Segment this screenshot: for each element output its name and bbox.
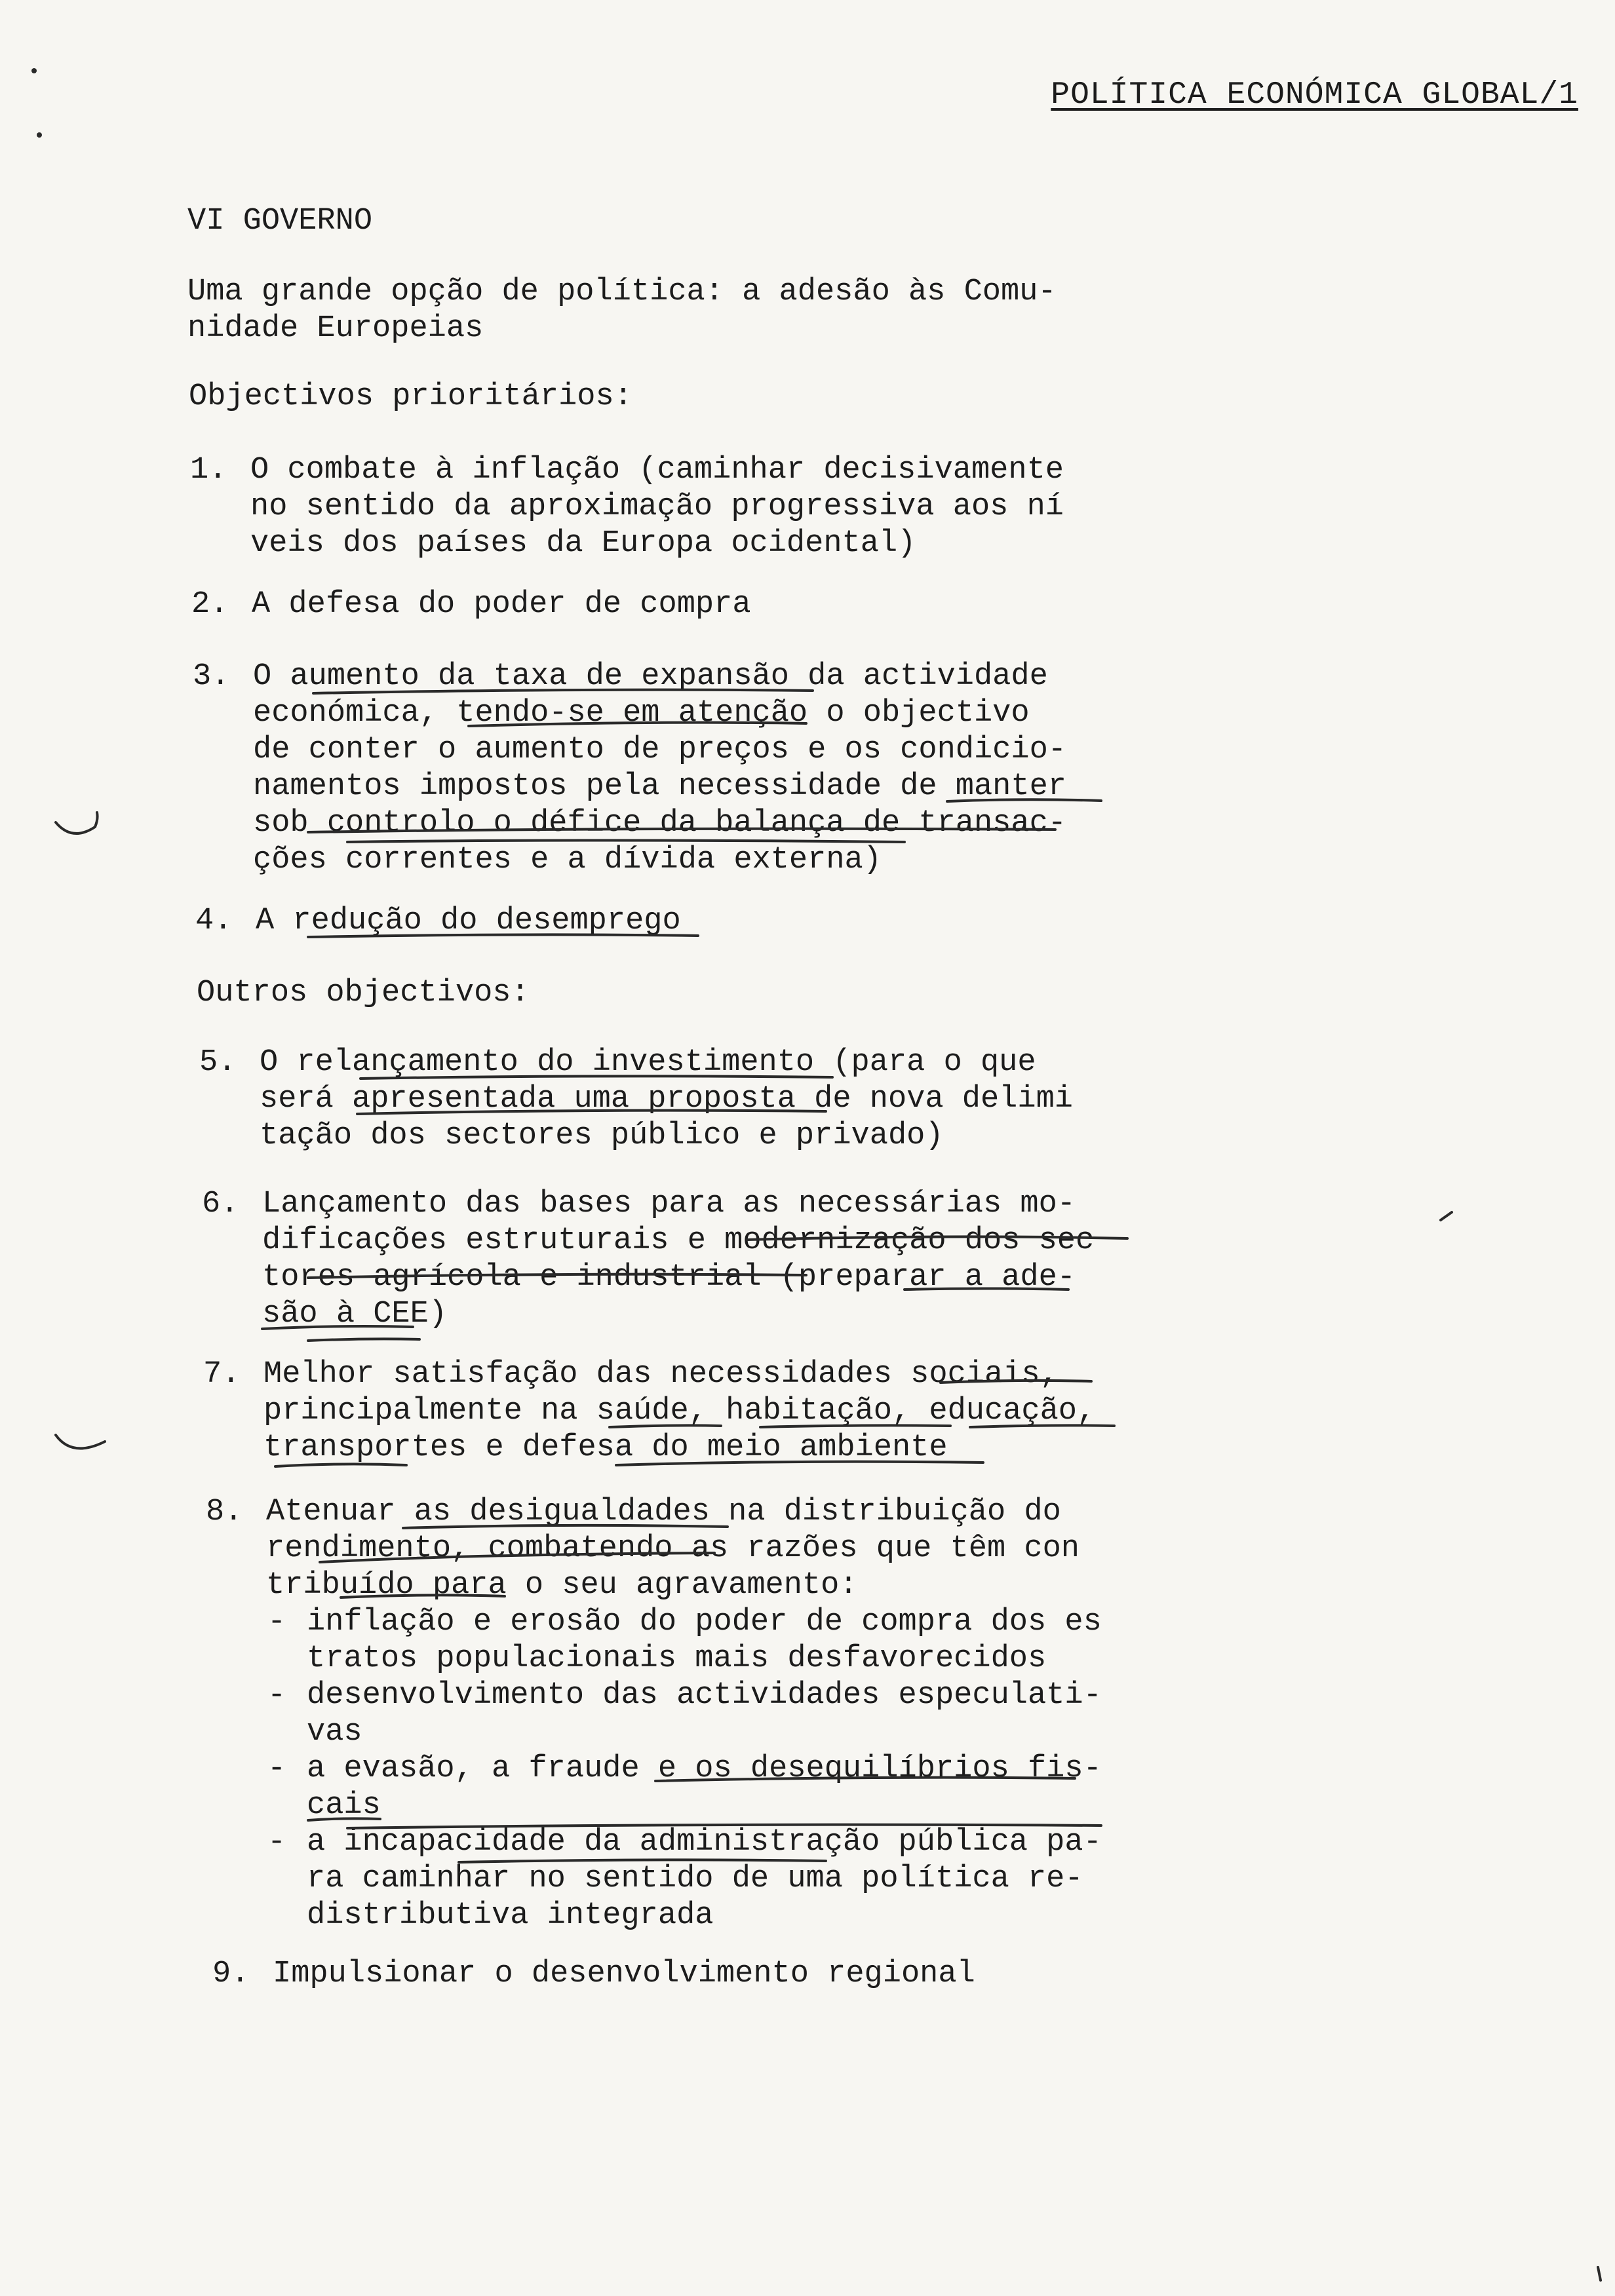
- sub-item-line: cais: [307, 1788, 381, 1823]
- document-title: VI GOVERNO: [187, 204, 373, 239]
- item-number: 3.: [193, 659, 230, 694]
- item-line: Impulsionar o desenvolvimento regional: [273, 1957, 975, 1991]
- margin-dot-mark: [37, 132, 42, 138]
- item-line: transportes e defesa do meio ambiente: [263, 1430, 948, 1465]
- item-number: 9.: [212, 1957, 250, 1991]
- item-line: O aumento da taxa de expansão da actividade: [253, 659, 1048, 694]
- item-line: sob controlo o défice da balança de transac-: [253, 806, 1067, 841]
- sub-item-3: [267, 1751, 1120, 1824]
- intro-paragraph: [187, 274, 1057, 347]
- sub-item-line: vas: [307, 1715, 362, 1750]
- sub-item-4: [267, 1824, 1120, 1934]
- sub-item-line: tratos populacionais mais desfavorecidos: [307, 1641, 1047, 1676]
- page-header: POLÍTICA ECONÓMICA GLOBAL/1: [1051, 77, 1578, 113]
- sub-item-line: a evasão, a fraude e os desequilíbrios fis-: [307, 1751, 1102, 1786]
- sub-item-line: inflação e erosão do poder de compra dos es: [307, 1605, 1102, 1639]
- margin-tick-mark: [1598, 2267, 1601, 2280]
- item-line: veis dos países da Europa ocidental): [250, 526, 916, 561]
- sub-item-line: distributiva integrada: [307, 1898, 714, 1933]
- item-line: tores agrícola e industrial (preparar a ade-: [262, 1260, 1076, 1295]
- margin-tick-mark: [1441, 1212, 1452, 1220]
- sub-item-dash: -: [267, 1605, 286, 1639]
- sub-item-line: a incapacidade da administração pública pa-: [307, 1825, 1102, 1860]
- sub-item-1: [267, 1604, 1120, 1677]
- item-line: namentos impostos pela necessidade de manter: [253, 769, 1067, 804]
- margin-dot-mark: [31, 68, 37, 73]
- item-line: O relançamento do investimento (para o que: [260, 1045, 1036, 1080]
- item-line: Atenuar as desigualdades na distribuição do: [266, 1495, 1061, 1529]
- underline-mark: [308, 1339, 419, 1341]
- priority-heading: Objectivos prioritários:: [189, 379, 632, 414]
- item-line: são à CEE): [262, 1297, 448, 1331]
- other-heading: Outros objectivos:: [197, 976, 530, 1010]
- item-line: A defesa do poder de compra: [252, 587, 751, 622]
- sub-item-dash: -: [267, 1825, 286, 1860]
- sub-item-dash: -: [267, 1751, 286, 1786]
- sub-item-2: [267, 1677, 1120, 1751]
- item-number: 4.: [195, 904, 233, 938]
- item-line: dificações estruturais e modernização dos sec: [262, 1223, 1095, 1258]
- item-line: será apresentada uma proposta de nova delimi: [260, 1082, 1074, 1117]
- item-number: 5.: [199, 1045, 237, 1080]
- item-line: A redução do desemprego: [256, 904, 681, 938]
- item-line: rendimento, combatendo as razões que têm con: [266, 1531, 1080, 1566]
- item-line: tribuído para o seu agravamento:: [266, 1568, 858, 1603]
- sub-item-line: desenvolvimento das actividades especulati-: [307, 1678, 1102, 1713]
- item-number: 7.: [203, 1357, 241, 1392]
- item-number: 2.: [191, 587, 229, 622]
- item-line: ções correntes e a dívida externa): [253, 843, 882, 877]
- sub-item-line: ra caminhar no sentido de uma política re-: [307, 1862, 1083, 1896]
- item-line: tação dos sectores público e privado): [260, 1119, 944, 1153]
- intro-line: nidade Europeias: [187, 311, 484, 346]
- item-line: económica, tendo-se em atenção o objectivo: [253, 696, 1030, 731]
- sub-item-dash: -: [267, 1678, 286, 1713]
- item-line: principalmente na saúde, habitação, educação,: [263, 1394, 1096, 1428]
- item-line: de conter o aumento de preços e os condicio-: [253, 733, 1067, 767]
- margin-check-mark: [56, 1435, 105, 1448]
- item-line: O combate à inflação (caminhar decisivamente: [250, 453, 1064, 488]
- margin-check-mark: [56, 813, 98, 833]
- item-line: Melhor satisfação das necessidades sociais,: [263, 1357, 1059, 1392]
- item-line: Lançamento das bases para as necessárias mo-: [262, 1187, 1076, 1221]
- item-number: 6.: [202, 1187, 239, 1221]
- item-number: 1.: [190, 453, 227, 488]
- intro-line: Uma grande opção de política: a adesão às Comu-: [187, 275, 1057, 309]
- item-number: 8.: [206, 1495, 243, 1529]
- item-line: no sentido da aproximação progressiva aos ní: [250, 489, 1064, 524]
